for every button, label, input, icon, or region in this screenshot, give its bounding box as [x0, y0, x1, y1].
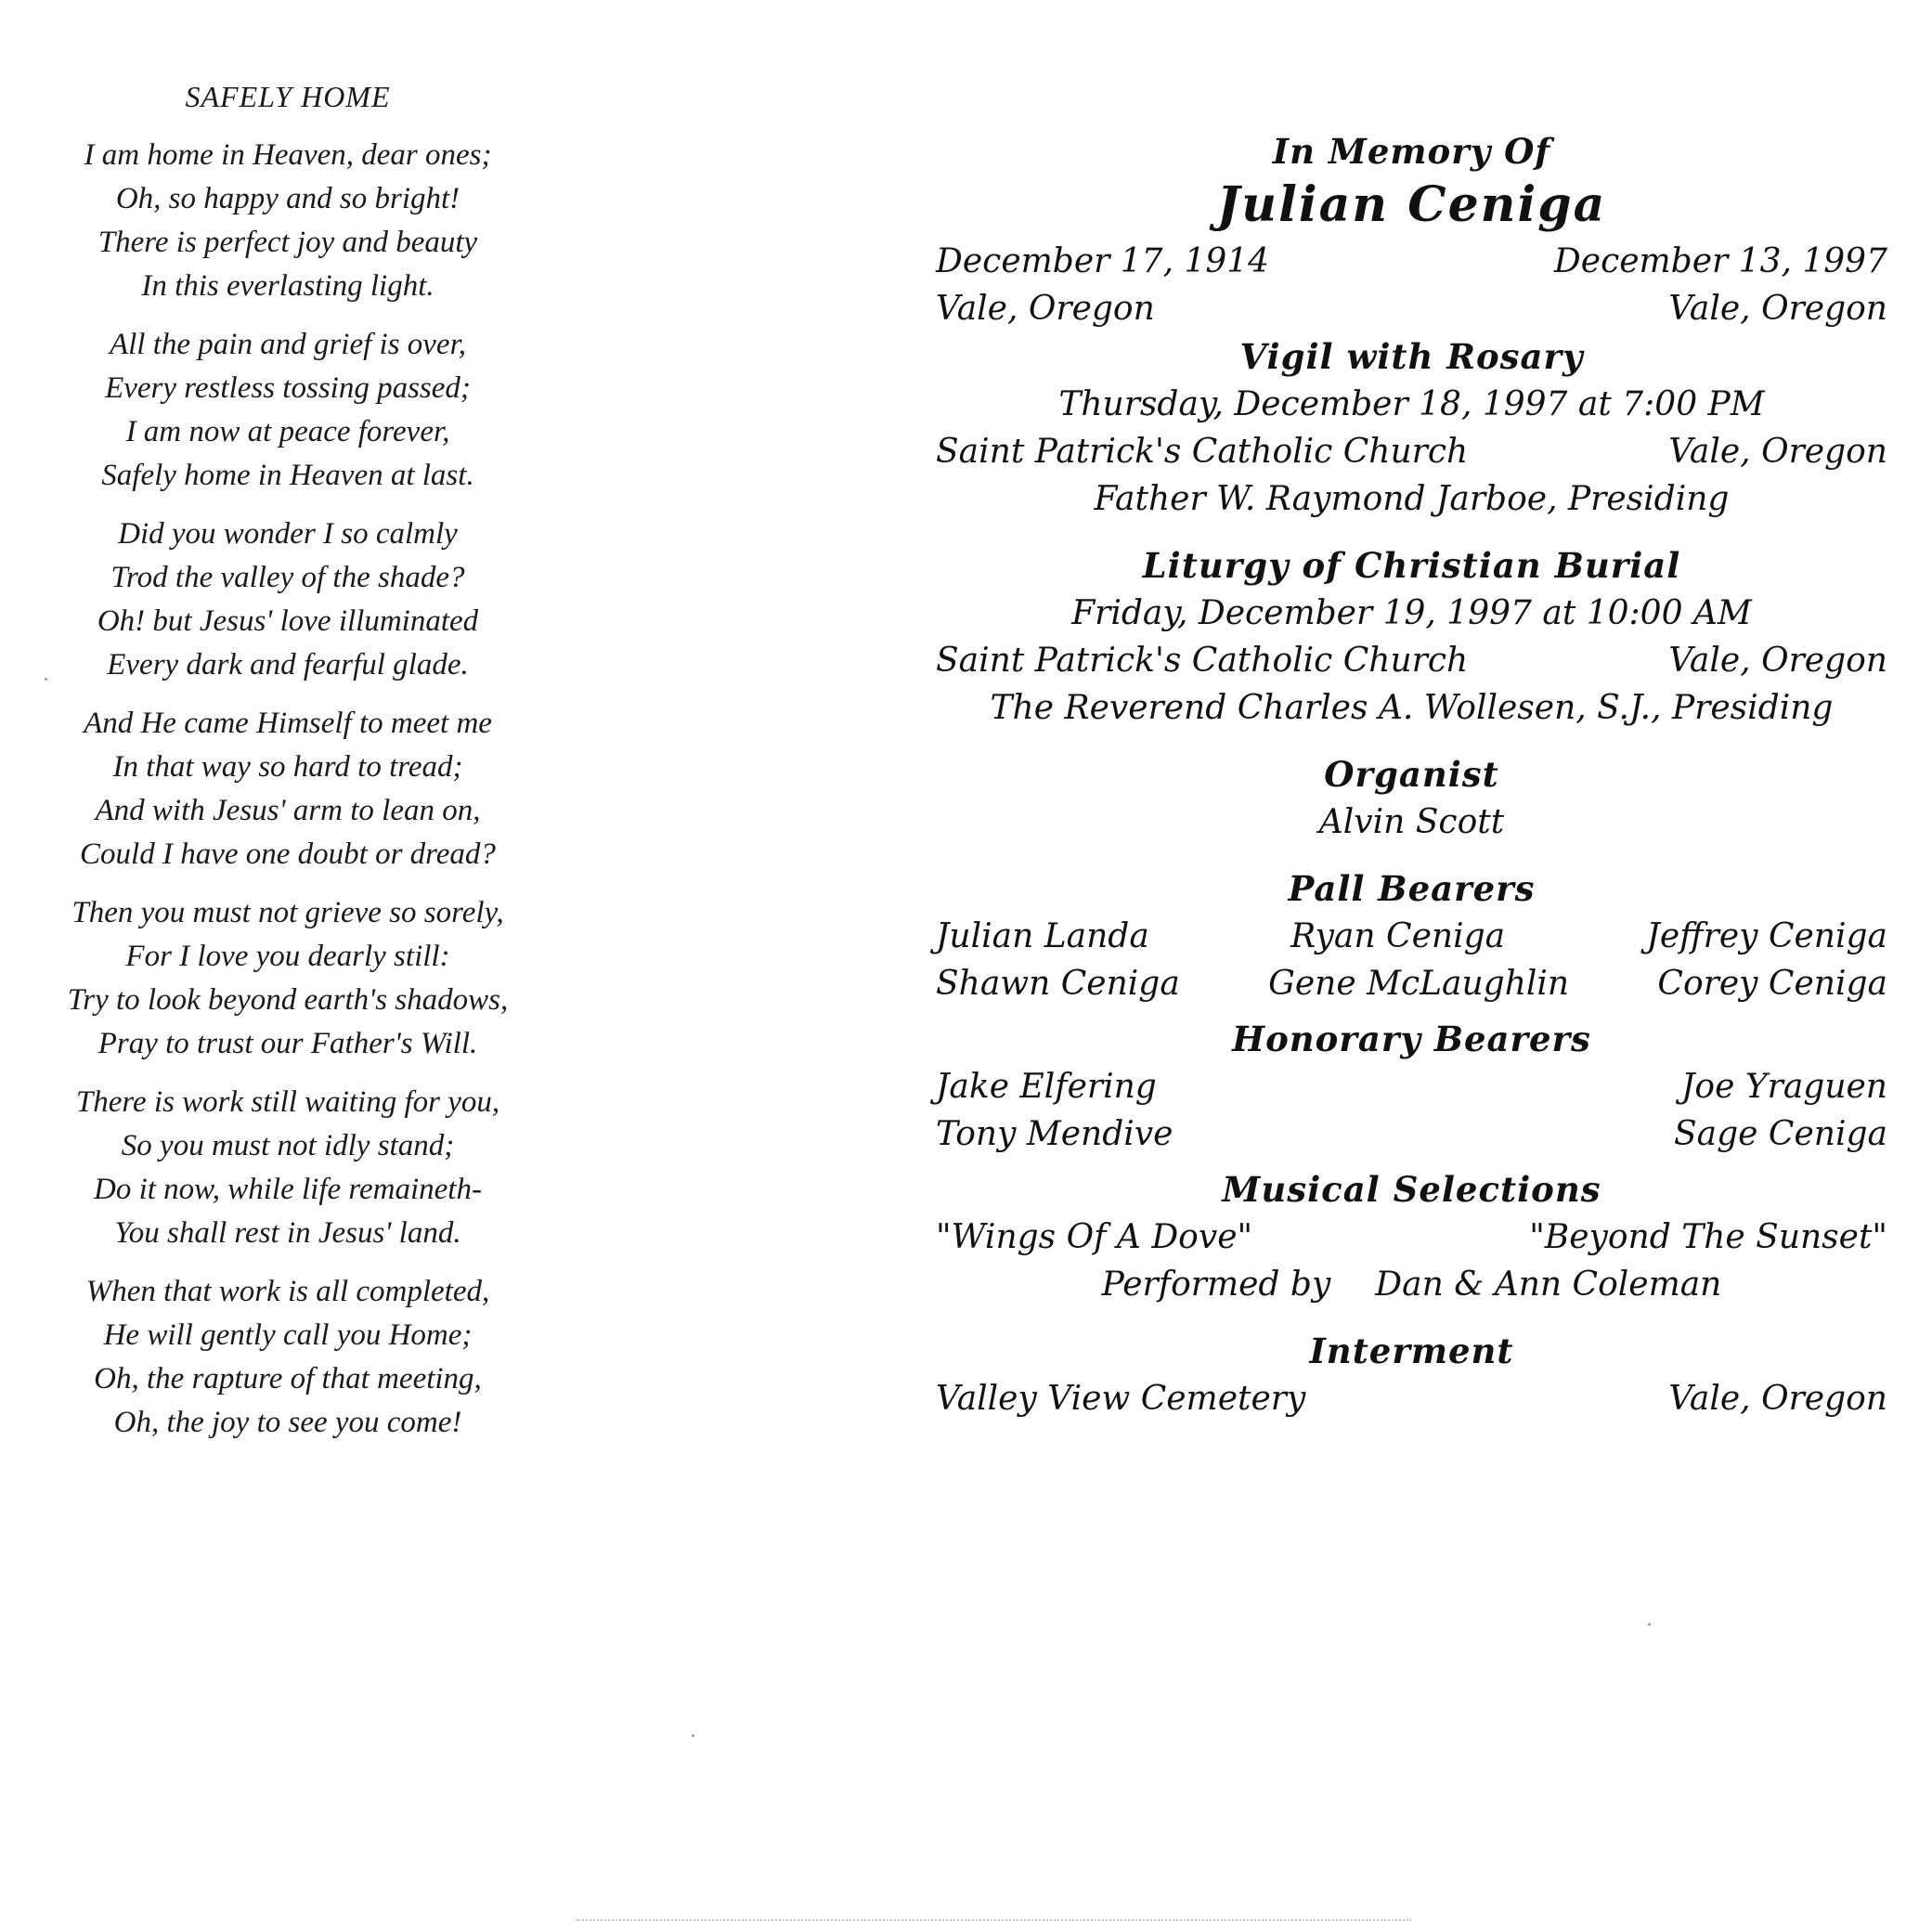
- poem-line: When that work is all completed,: [85, 1275, 490, 1308]
- poem-line: Do it now, while life remaineth-: [94, 1173, 482, 1206]
- memorial-intro: In Memory Of: [1272, 131, 1551, 172]
- poem-stanza: [19, 513, 557, 687]
- poem-stanza: [19, 1270, 557, 1445]
- pall-bearer-name: Julian Landa: [936, 917, 1149, 955]
- birth-place: Vale, Oregon: [936, 290, 1155, 328]
- vigil-heading: Vigil with Rosary: [1239, 336, 1584, 377]
- pall-bearers-row: [936, 960, 1887, 1007]
- poem-stanza: [19, 323, 557, 498]
- pall-bearers-heading: Pall Bearers: [1288, 868, 1536, 909]
- poem-line: For I love you dearly still:: [125, 940, 450, 973]
- poem-line: Oh, the joy to see you come!: [113, 1406, 462, 1439]
- vigil-church: Saint Patrick's Catholic Church: [936, 433, 1469, 471]
- poem-line: I am now at peace forever,: [125, 415, 450, 448]
- vigil-location-row: [936, 428, 1887, 475]
- song-title: "Beyond The Sunset": [1529, 1218, 1887, 1256]
- honorary-bearers-row: [936, 1110, 1887, 1158]
- deceased-name: Julian Ceniga: [1216, 176, 1607, 233]
- honorary-bearer-name: Jake Elfering: [936, 1068, 1157, 1106]
- scan-speck: [45, 678, 47, 681]
- places-row: [936, 285, 1887, 332]
- poem-line: There is perfect joy and beauty: [97, 226, 478, 259]
- poem-stanza: [19, 1081, 557, 1255]
- poem-stanza: [19, 891, 557, 1066]
- pall-bearer-name: Corey Ceniga: [1657, 965, 1887, 1003]
- pall-bearer-name: Gene McLaughlin: [1268, 965, 1570, 1003]
- honorary-bearer-name: Sage Ceniga: [1674, 1115, 1887, 1153]
- pall-bearer-name: Jeffrey Ceniga: [1646, 917, 1887, 955]
- honorary-bearers-row: [936, 1063, 1887, 1110]
- dates-row: [936, 238, 1887, 285]
- poem-line: Try to look beyond earth's shadows,: [67, 983, 509, 1017]
- poem-line: You shall rest in Jesus' land.: [114, 1216, 461, 1250]
- poem-line: All the pain and grief is over,: [109, 328, 467, 361]
- poem-line: He will gently call you Home;: [103, 1318, 473, 1352]
- poem-line: Could I have one doubt or dread?: [80, 837, 496, 871]
- liturgy-datetime: Friday, December 19, 1997 at 10:00 AM: [1071, 594, 1752, 632]
- scan-speck: [1648, 1623, 1651, 1626]
- poem-line: Then you must not grieve so sorely,: [71, 896, 504, 929]
- pall-bearer-name: Shawn Ceniga: [936, 965, 1180, 1003]
- death-date: December 13, 1997: [1553, 242, 1887, 280]
- poem-line: Trod the valley of the shade?: [110, 561, 465, 594]
- poem-line: Oh! but Jesus' love illuminated: [97, 604, 479, 638]
- organist-heading: Organist: [1324, 754, 1499, 795]
- songs-row: [936, 1214, 1887, 1261]
- interment-row: [936, 1375, 1887, 1422]
- vigil-datetime: Thursday, December 18, 1997 at 7:00 PM: [1058, 385, 1765, 423]
- poem-line: Oh, so happy and so bright!: [115, 182, 460, 215]
- performers-row: [936, 1261, 1887, 1308]
- poem-line: Pray to trust our Father's Will.: [97, 1027, 478, 1060]
- liturgy-location-row: [936, 637, 1887, 684]
- pall-bearer-name: Ryan Ceniga: [1290, 917, 1506, 955]
- poem-line: I am home in Heaven, dear ones;: [84, 138, 492, 172]
- organist-name: Alvin Scott: [1318, 803, 1505, 841]
- liturgy-heading: Liturgy of Christian Burial: [1142, 545, 1681, 586]
- poem-line: Safely home in Heaven at last.: [101, 459, 474, 492]
- poem-line: So you must not idly stand;: [121, 1129, 455, 1162]
- liturgy-presiding: The Reverend Charles A. Wollesen, S.J., Presiding: [990, 689, 1834, 727]
- liturgy-church: Saint Patrick's Catholic Church: [936, 642, 1469, 680]
- performed-by-label: Performed by: [1101, 1266, 1331, 1304]
- scan-speck: [692, 1734, 694, 1737]
- vigil-location: Vale, Oregon: [1668, 433, 1887, 471]
- poem-line: In this everlasting light.: [141, 269, 434, 303]
- honorary-bearer-name: Joe Yraguen: [1680, 1068, 1887, 1106]
- liturgy-location: Vale, Oregon: [1668, 642, 1887, 680]
- performers-names: Dan & Ann Coleman: [1375, 1266, 1722, 1304]
- poem-line: There is work still waiting for you,: [75, 1085, 500, 1119]
- cemetery-name: Valley View Cemetery: [936, 1380, 1306, 1418]
- death-place: Vale, Oregon: [1668, 290, 1887, 328]
- pall-bearers-row: [936, 913, 1887, 960]
- birth-date: December 17, 1914: [936, 242, 1270, 280]
- poem-line: And He came Himself to meet me: [84, 707, 492, 740]
- poem-line: Every restless tossing passed;: [105, 371, 471, 405]
- interment-heading: Interment: [1309, 1330, 1514, 1371]
- musical-selections-heading: Musical Selections: [1222, 1169, 1601, 1210]
- poem-stanza: [19, 134, 557, 308]
- poem-stanza: [19, 702, 557, 876]
- program-panel: [936, 128, 1887, 1422]
- vigil-presiding: Father W. Raymond Jarboe, Presiding: [1094, 480, 1730, 518]
- poem-line: And with Jesus' arm to lean on,: [95, 794, 481, 827]
- poem-title: SAFELY HOME: [185, 80, 391, 113]
- poem-line: Oh, the rapture of that meeting,: [94, 1362, 482, 1395]
- cemetery-location: Vale, Oregon: [1668, 1380, 1887, 1418]
- poem-panel: [19, 72, 557, 1460]
- song-title: "Wings Of A Dove": [936, 1218, 1253, 1256]
- honorary-bearers-heading: Honorary Bearers: [1232, 1019, 1591, 1059]
- poem-line: Did you wonder I so calmly: [118, 517, 458, 551]
- poem-line: Every dark and fearful glade.: [107, 648, 469, 681]
- honorary-bearer-name: Tony Mendive: [936, 1115, 1173, 1153]
- poem-line: In that way so hard to tread;: [112, 750, 463, 784]
